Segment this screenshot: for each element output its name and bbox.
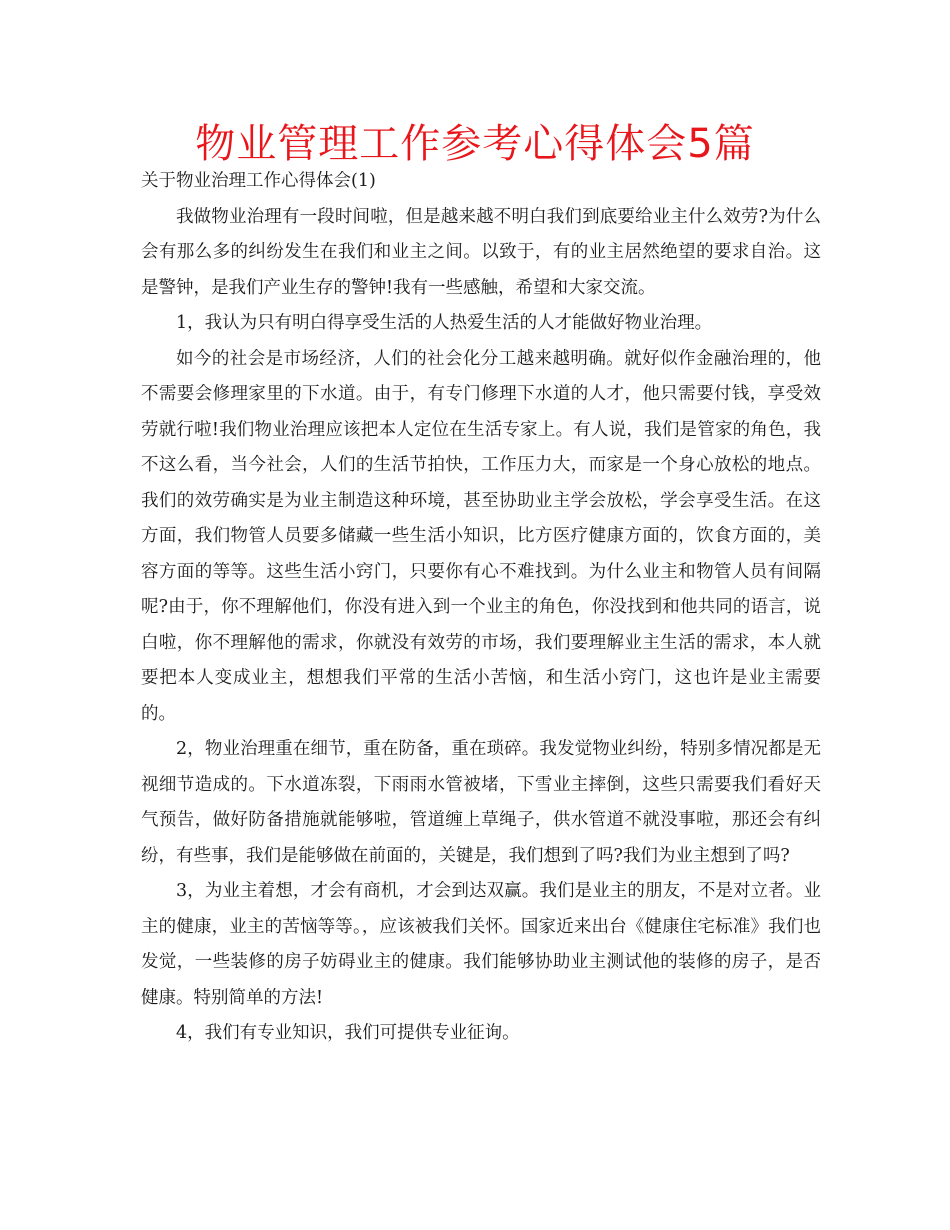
paragraph-point-1-detail: 如今的社会是市场经济，人们的社会化分工越来越明确。就好似作金融治理的，他不需要会修理家里的下水道。由于，有专门修理下水道的人才，他只需要付钱，享受效劳就行啦!我们物业治理应该把本人定位在生活专家上。有人说，我们是管家的角色，我不这么看，当今社会，人们的生活节拍快，工作压力大，而家是一个身心放松的地点。我们的效劳确实是为业主制造这种环境，甚至协助业主学会放松，学会享受生活。在这方面，我们物管人员要多储藏一些生活小知识，比方医疗健康方面的，饮食方面的，美容方面的等等。这些生活小窍门，只要你有心不难找到。为什么业主和物管人员有间隔呢?由于，你不理解他们，你没有进入到一个业主的角色，你没找到和他共同的语言，说白啦，你不理解他的需求，你就没有效劳的市场，我们要理解业主生活的需求，本人就要把本人变成业主，想想我们平常的生活小苦恼，和生活小窍门，这也许是业主需要的。 bbox=[141, 348, 821, 724]
paragraph-intro: 我做物业治理有一段时间啦，但是越来越不明白我们到底要给业主什么效劳?为什么会有那么多的纠纷发生在我们和业主之间。以致于，有的业主居然绝望的要求自治。这是警钟，是我们产业生存的警钟!我有一些感触，希望和大家交流。 bbox=[141, 206, 821, 298]
paragraph-point-1: 1，我认为只有明白得享受生活的人热爱生活的人才能做好物业治理。 bbox=[176, 313, 713, 333]
paragraph-point-2: 2，物业治理重在细节，重在防备，重在琐碎。我发觉物业纠纷，特别多情况都是无视细节造成的。下水道冻裂，下雨雨水管被堵，下雪业主摔倒，这些只需要我们看好天气预告，做好防备措施就能够啦，管道缠上草绳子，供水管道不就没事啦，那还会有纠纷，有些事，我们是能够做在前面的，关键是，我们想到了吗?我们为业主想到了吗? bbox=[141, 739, 821, 866]
paragraph-point-4: 4，我们有专业知识，我们可提供专业征询。 bbox=[176, 1023, 520, 1043]
paragraph-point-3: 3，为业主着想，才会有商机，才会到达双赢。我们是业主的朋友，不是对立者。业主的健康，业主的苦恼等等。，应该被我们关怀。国家近来出台《健康住宅标准》我们也发觉，一些装修的房子妨碍业主的健康。我们能够协助业主测试他的装修的房子，是否健康。特别简单的方法! bbox=[141, 881, 821, 1008]
document-body bbox=[141, 164, 821, 1052]
document-title: 物业管理工作参考心得体会5篇 bbox=[195, 121, 755, 167]
section-heading: 关于物业治理工作心得体会(1) bbox=[141, 171, 376, 191]
